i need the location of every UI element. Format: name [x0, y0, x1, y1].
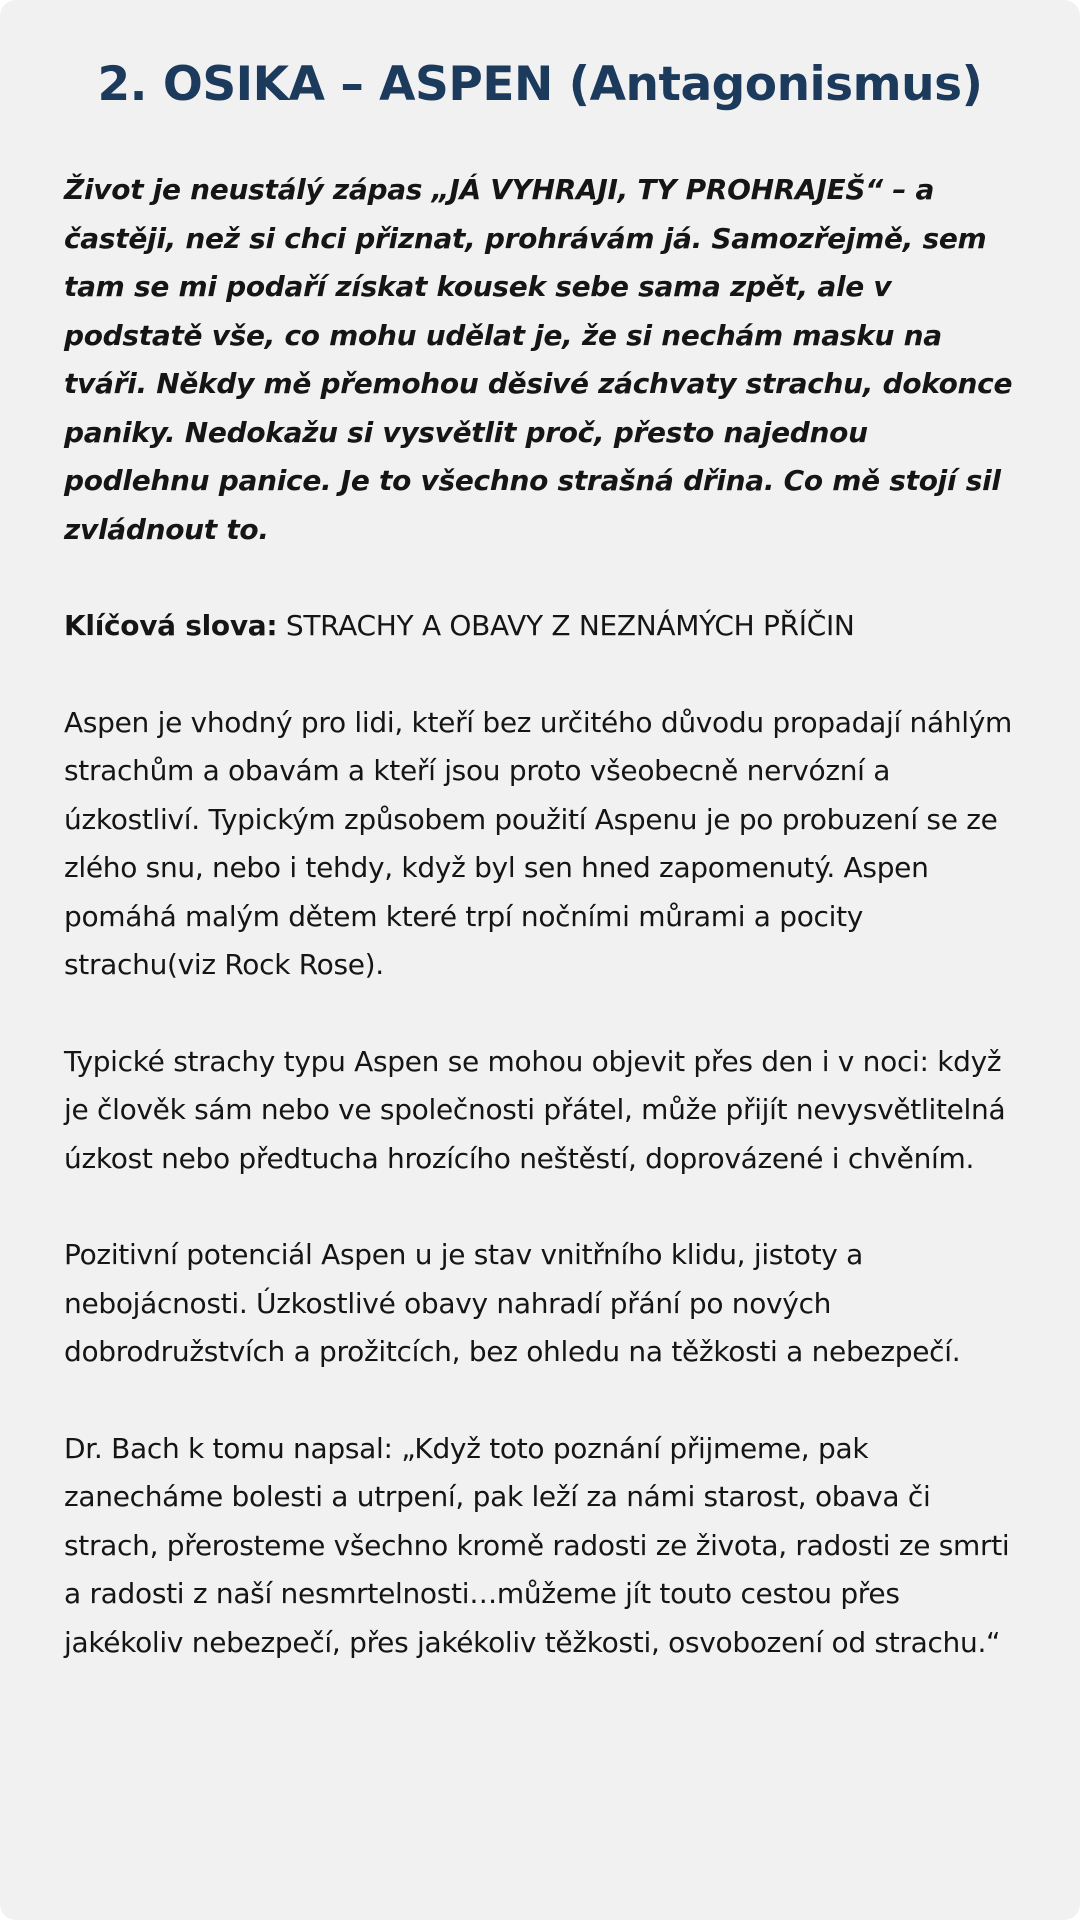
- keywords-label: Klíčová slova:: [64, 609, 278, 642]
- keywords-value: STRACHY A OBAVY Z NEZNÁMÝCH PŘÍČIN: [285, 609, 855, 642]
- paragraph-bach-quote: Dr. Bach k tomu napsal: „Když toto poznání přijmeme, pak zanecháme bolesti a utrpení, pak leží za námi starost, obava či strach, přerosteme všechno kromě radosti ze života, radosti ze smrti a radosti z naší nesmrtelnosti…můžeme jít touto cestou přes jakékoliv nebezpečí, přes jakékoliv těžkosti, osvobození od strachu.“: [64, 1431, 1010, 1659]
- intro-quote: Život je neustálý zápas „JÁ VYHRAJI, TY PROHRAJEŠ“ – a častěji, než si chci přiznat, prohrávám já. Samozřejmě, sem tam se mi podaří získat kousek sebe sama zpět, ale v podstatě vše, co mohu udělat je, že si nechám masku na tváři. Někdy mě přemohou děsivé záchvaty strachu, dokonce paniky. Nedokažu si vysvětlit proč, přesto najednou podlehnu panice. Je to všechno strašná dřina. Co mě stojí sil zvládnout to.: [64, 173, 1013, 546]
- keywords-line: [64, 602, 1016, 651]
- paragraph-typical-fears: Typické strachy typu Aspen se mohou objevit přes den i v noci: když je člověk sám nebo ve společnosti přátel, může přijít nevysvětlitelná úzkost nebo předtucha hrozícího neštěstí, doprovázené i chvěním.: [64, 1044, 1006, 1175]
- paragraph-description: Aspen je vhodný pro lidi, kteří bez určitého důvodu propadají náhlým strachům a obavám a kteří jsou proto všeobecně nervózní a úzkostliví. Typickým způsobem použití Aspenu je po probuzení se ze zlého snu, nebo i tehdy, když byl sen hned zapomenutý. Aspen pomáhá malým dětem které trpí nočními můrami a pocity strachu(viz Rock Rose).: [64, 705, 1012, 981]
- paragraph-positive-potential: Pozitivní potenciál Aspen u je stav vnitřního klidu, jistoty a nebojácnosti. Úzkostlivé obavy nahradí přání po nových dobrodružstvích a prožitcích, bez ohledu na těžkosti a nebezpečí.: [64, 1238, 961, 1368]
- page-title: 2. OSIKA – ASPEN (Antagonismus): [97, 57, 983, 112]
